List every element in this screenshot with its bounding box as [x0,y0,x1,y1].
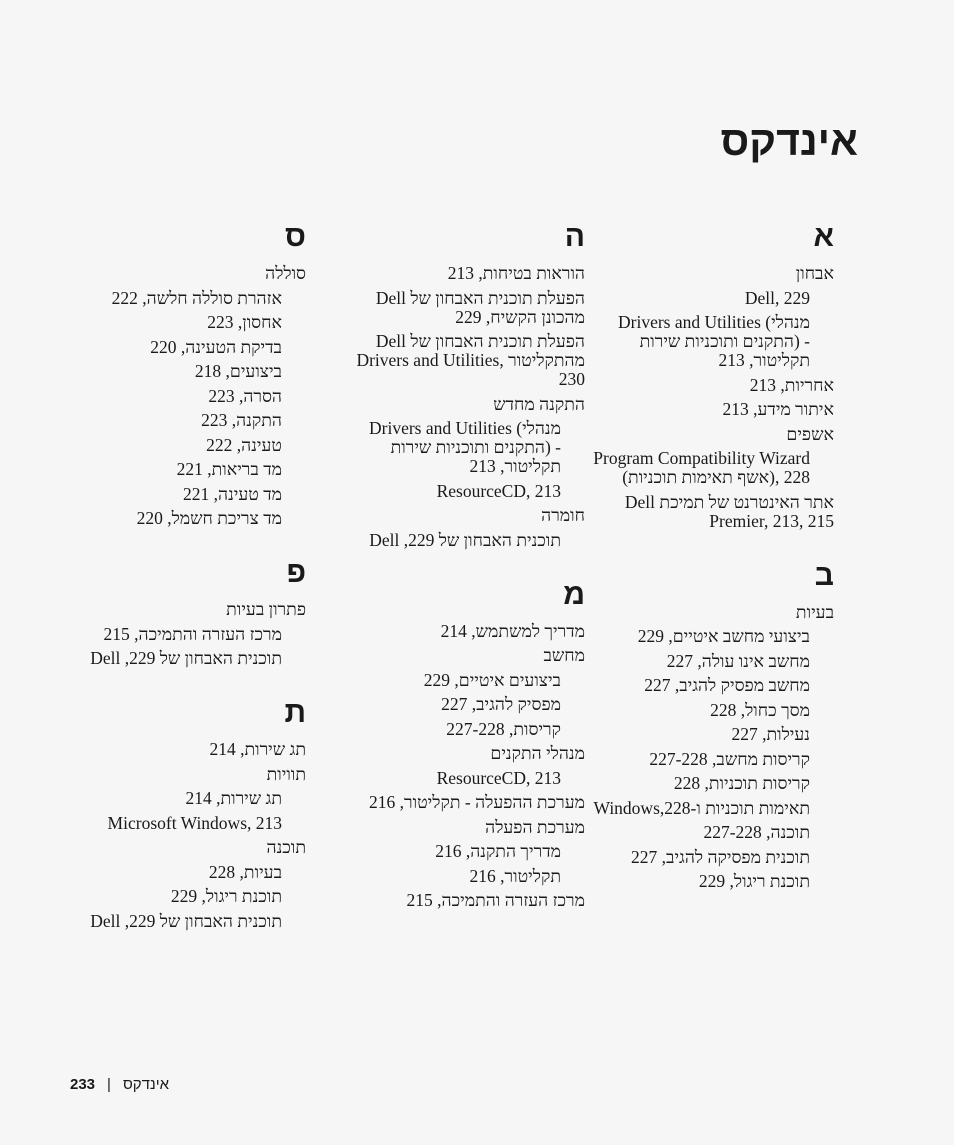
index-subentry: תוכנית מפסיקה להגיב, 227 [631,846,810,867]
index-entry: הפעלת תוכנית האבחון של Dell מהכונן הקשיח, 229 [375,287,585,327]
index-subentry: קריסות תוכניות, 228 [673,773,810,793]
index-subentry: מסך כחול, 228 [710,699,810,720]
index-entry: פתרון בעיות [226,599,306,619]
index-subentry: קריסות מחשב, 227-228 [649,748,810,769]
index-entry: אתר האינטרנט של תמיכת Dell Premier, 213, 215 [624,491,834,531]
index-section [584,218,834,531]
index-subentry: ביצועים, 218 [194,361,282,381]
index-subentry: מחשב אינו עולה, 227 [666,650,810,671]
index-subentry: מפסיק להגיב, 227 [441,694,561,714]
section-letter: ה [564,220,585,253]
index-entry: התקנה מחדש [493,393,585,414]
index-entry: אשפים [786,423,834,444]
index-column-1 [584,218,834,917]
index-column-3 [56,218,306,957]
index-section [56,554,306,668]
page-title: אינדקס [720,118,858,164]
index-subentry: מד בריאות, 221 [176,459,282,479]
index-entry: מערכת הפעלה [485,816,585,837]
index-entry: הוראות בטיחות, 213 [447,263,585,283]
index-section [335,218,585,550]
section-letter: מ [563,577,585,611]
page-number: 233 [70,1076,96,1093]
section-letter: ת [284,696,306,729]
index-column-2 [335,218,585,936]
index-entry: מחשב [543,645,585,665]
index-section [56,218,306,528]
index-subentry: טעינה, 222 [206,434,282,455]
index-subentry: מרכז העזרה והתמיכה, 215 [103,623,282,644]
index-subentry: תוכנת ריגול, 229 [170,886,282,906]
index-entry: אבחון [795,263,834,283]
index-subentry: אזהרת סוללה חלשה, 222 [111,287,282,308]
index-subentry: מחשב מפסיק להגיב, 227 [644,675,810,695]
index-entry: תוויות [266,763,306,784]
index-subentry: Program Compatibility Wizard (אשף תאימות תוכניות), 228 [593,448,810,487]
section-letter: פ [286,556,306,589]
index-entry: הפעלת תוכנית האבחון של Dell מהתקליטור Drivers and Utilities, 230 [356,331,585,389]
index-entry: איתור מידע, 213 [722,399,834,419]
index-subentry: Dell, 229 [744,287,810,308]
index-entry: מדריך למשתמש, 214 [440,620,585,641]
index-subentry: קריסות, 227-228 [446,718,561,739]
index-entry: אחריות, 213 [749,374,834,395]
index-subentry: תג שירות, 214 [185,788,282,808]
index-subentry: בדיקת הטעינה, 220 [150,336,282,357]
index-subentry: תאימות תוכניות ו-Windows,228 [593,797,810,818]
index-section [335,576,585,911]
index-entry: מערכת ההפעלה - תקליטור, 216 [369,792,585,812]
index-subentry: נעילות, 227 [731,724,810,744]
index-subentry: אחסון, 223 [207,312,282,332]
index-subentry: תוכנה, 227-228 [703,822,810,842]
index-entry: בעיות [795,601,834,622]
index-subentry: תוכנית האבחון של Dell ,229 [90,910,282,931]
index-section [56,694,306,931]
footer-separator: | [107,1076,111,1093]
index-entry: תג שירות, 214 [209,739,306,759]
index-subentry: מדריך התקנה, 216 [435,841,561,861]
index-entry: מרכז העזרה והתמיכה, 215 [406,890,585,910]
page-footer [70,1076,169,1093]
footer-label: אינדקס [122,1076,170,1093]
index-entry: מנהלי התקנים [490,743,585,763]
index-subentry: בעיות, 228 [208,861,282,882]
index-subentry: תקליטור, 216 [469,865,561,886]
index-subentry: ביצועי מחשב איטיים, 229 [637,626,810,646]
index-section [584,557,834,892]
index-subentry: ביצועים איטיים, 229 [423,669,561,690]
index-subentry: תוכנית האבחון של Dell ,229 [90,648,282,668]
index-subentry: ResourceCD, 213 [436,480,561,501]
index-entry: תוכנה [266,837,306,857]
index-entry: סוללה [265,263,306,283]
index-subentry: מד טעינה, 221 [183,483,282,504]
index-entry: חומרה [541,505,585,525]
index-subentry: הסרה, 223 [208,385,282,406]
index-subentry: Drivers and Utilities (מנהלי התקנים ותוכניות שירות) - תקליטור, 213 [618,312,810,370]
index-subentry: Drivers and Utilities (מנהלי התקנים ותוכניות שירות) - תקליטור, 213 [369,418,561,476]
section-letter: א [813,220,834,253]
index-subentry: ResourceCD, 213 [436,767,561,788]
index-subentry: מד צריכת חשמל, 220 [136,508,282,528]
section-letter: ס [285,220,306,253]
index-subentry: התקנה, 223 [201,410,282,430]
section-letter: ב [814,558,834,592]
index-subentry: תוכנת ריגול, 229 [698,871,810,891]
index-subentry: Microsoft Windows, 213 [107,812,282,833]
index-subentry: תוכנית האבחון של Dell ,229 [369,529,561,550]
